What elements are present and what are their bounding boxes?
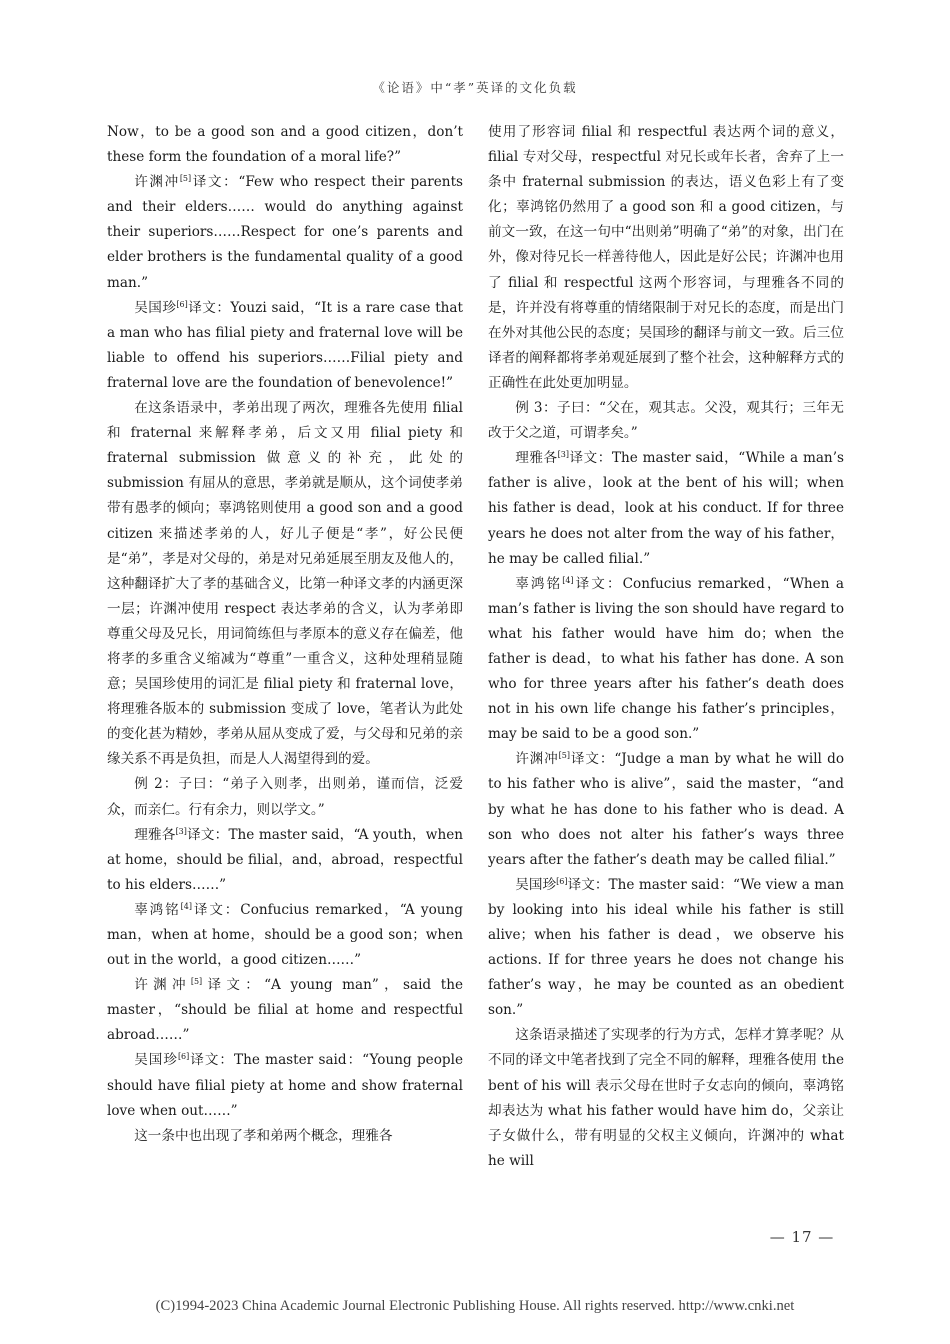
citation-ref: [5] <box>179 174 192 184</box>
left-column <box>107 120 463 1149</box>
translator-name: 辜鸿铭 <box>134 901 181 918</box>
paragraph: 许渊冲[5]译文：“Few who respect their parents and their elders…… would do anything against their superiors……Respect for one’s parents and elder brothers is the fundamental quality of a good man.” <box>107 174 464 291</box>
page-number: — 17 — <box>769 1228 835 1246</box>
paragraph: 吴国珍[6]译文：Youzi said，“It is a rare case that a man who has filial piety and fraternal love will be liable to offend his superiors……Filial piety and fraternal love are the foundation of benevolence!” <box>107 299 464 391</box>
paragraph: 吴国珍[6]译文：The master said：“We view a man by looking into his ideal while his father is still alive；when his father is dead，we observe his actions. If for three years he does not change his father’s way，he may be counted as an obedient son.” <box>488 876 844 1019</box>
citation-ref: [3] <box>557 450 569 460</box>
translator-name: 辜鸿铭 <box>515 575 563 592</box>
right-column <box>488 120 844 1174</box>
paragraph: 辜鸿铭[4]译文：Confucius remarked，“When a man’s father is living the son should have regard to what his father would have him do；when the father is dead，to what his father has done. A son who for three years after his father’s death does not in his own life change his father’s principles，may be said to be a good son.” <box>488 575 845 743</box>
citation-ref: [5] <box>190 977 203 987</box>
paragraph: 理雅各[3]译文：The master said，“A youth，when at home，should be filial，and，abroad，respectful to his elders……” <box>107 826 463 893</box>
translator-name: 吴国珍 <box>134 299 177 316</box>
citation-ref: [4] <box>180 901 192 911</box>
example-heading: 例 3：子曰：“父在，观其志。父没，观其行；三年无改于父之道，可谓孝矣。” <box>488 400 844 442</box>
paragraph: 在这条语录中，孝弟出现了两次，理雅各先使用 filial 和 fraternal 来解释孝弟，后文又用 filial piety 和 fraternal submission 做意义的补充，此处的 submission 有屈从的意思，孝弟就是顺从，这个词使孝弟带有愚孝的倾向；辜鸿铭则使用 a good son and a good citizen 来描述孝弟的人，好儿子便是“孝”，好公民便是“弟”，孝是对父母的，弟是对兄弟延展至朋友及他人的，这种翻译扩大了孝的基础含义，比第一种译文孝的内涵更深一层；许渊冲使用 respect 表达孝弟的含义，认为孝弟即尊重父母及兄长，用词简练但与孝原本的意义存在偏差，他将孝的多重含义缩减为“尊重”一重含义，这种处理稍显随意；吴国珍使用的词汇是 filial piety 和 fraternal love，将理雅各版本的 submission 变成了 love，笔者认为此处的变化甚为精妙，孝弟从屈从变成了爱，与父母和兄弟的亲缘关系不再是负担，而是人人渴望得到的爱。 <box>107 400 463 768</box>
copyright-line: (C)1994-2023 China Academic Journal Electronic Publishing House. All rights reserved. http://www.cnki.net <box>155 1298 795 1314</box>
paragraph: Now，to be a good son and a good citizen，don’t these form the foundation of a moral life?” <box>107 124 463 166</box>
translator-name: 吴国珍 <box>515 876 557 893</box>
citation-ref: [6] <box>556 876 568 886</box>
paragraph: 这条语录描述了实现孝的行为方式，怎样才算孝呢？从不同的译文中笔者找到了完全不同的解释，理雅各使用 the bent of his will 表示父母在世时子女志向的倾向，辜鸿铭却表达为 what his father would have him do，父亲让子女做什么，带有明显的父权主义倾向，许渊冲的 what he will <box>488 1027 844 1169</box>
citation-ref: [6] <box>176 299 188 309</box>
translator-name: 许渊冲 <box>134 174 180 191</box>
translator-name: 理雅各 <box>515 450 558 467</box>
paragraph: 吴国珍[6]译文：The master said：“Young people should have filial piety at home and show fraternal love when out……” <box>107 1052 464 1119</box>
paragraph: 许渊冲[5]译文：“A young man”，said the master，“should be filial at home and respectful abroad……” <box>107 977 463 1044</box>
example-heading: 例 2：子曰：“弟子入则孝，出则弟，谨而信，泛爱众，而亲仁。行有余力，则以学文。” <box>107 776 463 818</box>
translator-name: 许渊冲 <box>134 977 191 994</box>
citation-ref: [5] <box>558 751 570 761</box>
citation-ref: [4] <box>562 575 574 585</box>
translator-name: 吴国珍 <box>134 1052 178 1069</box>
paragraph: 辜鸿铭[4]译文：Confucius remarked，“A young man，when at home，should be a good son；when out in the world，a good citizen……” <box>107 901 463 969</box>
translator-name: 理雅各 <box>134 826 176 843</box>
paragraph: 这一条中也出现了孝和弟两个概念，理雅各 <box>134 1127 393 1144</box>
paragraph: 许渊冲[5]译文：“Judge a man by what he will do to his father who is alive”，said the master，“and by what he has done to his father who is dead. A son who does not alter his father’s ways three years after the father’s death may be called filial.” <box>488 751 844 868</box>
running-header: 《论语》中“孝”英译的文化负载 <box>372 80 578 95</box>
citation-ref: [6] <box>177 1052 190 1062</box>
paragraph: 理雅各[3]译文：The master said，“While a man’s father is alive，look at the bent of his will；when his father is dead，look at his conduct. If for three years he does not alter from the way of his father，he may be called filial.” <box>488 450 844 567</box>
paragraph: 使用了形容词 filial 和 respectful 表达两个词的意义，filial 专对父母，respectful 对兄长或年长者，舍弃了上一条中 fraternal submission 的表达，语义色彩上有了变化；辜鸿铭仍然用了 a good son 和 a good citizen，与前文一致，在这一句中“出则弟”明确了“弟”的对象，出门在外，像对待兄长一样善待他人，因此是好公民；许渊冲也用了 filial 和 respectful 这两个形容词，与理雅各不同的是，许并没有将尊重的情绪限制于对兄长的态度，而是出门在外对其他公民的态度；吴国珍的翻译与前文一致。后三位译者的阐释都将孝弟观延展到了整个社会，这种解释方式的正确性在此处更加明显。 <box>488 124 844 391</box>
translator-name: 许渊冲 <box>515 751 559 768</box>
citation-ref: [3] <box>175 826 187 836</box>
